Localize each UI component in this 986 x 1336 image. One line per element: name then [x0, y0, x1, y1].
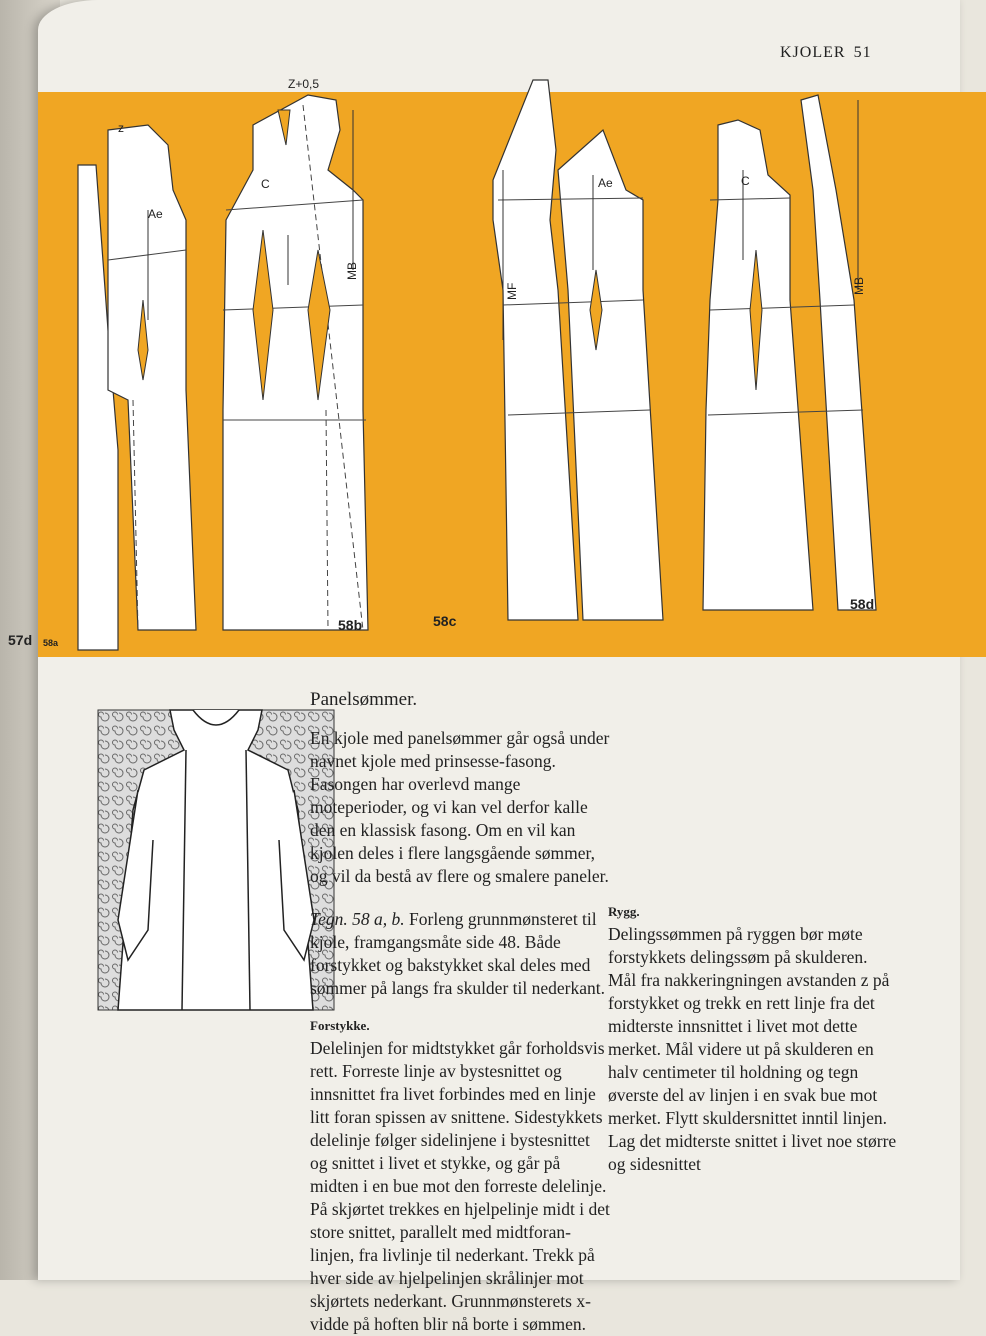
intro-paragraph: En kjole med panelsømmer går også under navnet kjole med prinsesse-fasong. Fasongen har overlevd mange moteperioder, og vi kan vel derfor kalle den en klassisk fasong. Om en vil kan kjolen deles i flere langsgående sømmer, og vil da bestå av flere og smalere paneler. [310, 728, 610, 886]
dress-illustration [98, 710, 334, 1010]
pattern-piece-58b [223, 95, 368, 630]
mark-z: z [118, 121, 124, 135]
rygg-heading: Rygg. [608, 904, 640, 919]
text-column-2 [608, 685, 898, 1176]
mark-c2: C [741, 174, 750, 188]
pattern-drawings [78, 70, 978, 650]
figure-label-small: 58a [43, 638, 59, 648]
pattern-piece-58c-back [493, 80, 578, 620]
mark-mb2: MB [852, 277, 866, 295]
pattern-piece-58a-front [108, 125, 196, 630]
figure-label-58b: 58b [338, 617, 363, 633]
figure-label-58d: 58d [850, 596, 875, 612]
section-heading: Panelsømmer. [310, 689, 418, 710]
mark-mb: MB [345, 262, 359, 280]
figure-ref: Tegn. 58 a, b. [310, 909, 405, 929]
forstykke-heading: Forstykke. [310, 1018, 370, 1033]
mark-c: C [261, 177, 270, 191]
figure-ref-paragraph [310, 908, 610, 1000]
figure-label-58c: 58c [433, 613, 457, 629]
figure-label-57d: 57d [8, 632, 33, 648]
page-number: 51 [853, 44, 872, 61]
text-column-1 [310, 688, 610, 1334]
forstykke-paragraph: Delelinjen for midtstykket går forholdsvis rett. Forreste linje av bystesnittet og innsnittet fra livet forbindes med en linje litt foran spissen av snittene. Sidestykkets delelinje følger sidelinjene i bystesnittet og snittet i livet et stykke, og går på midten i en bue mot den forreste delelinje. På skjørtet trekkes en hjelpelinje midt i det store snittet, parallelt med midtforan-linjen, fra livlinje til nederkant. Trekk på hver side av hjelpelinjen skrålinjer mot skjørtets nederkant. Grunnmønsterets x-vidde på hoften blir nå borte i sømmen. [310, 1038, 610, 1334]
figure-ref-text: Forleng grunnmønsteret til kjole, framgangsmåte side 48. Både forstykket og bakstykket skal deles med sømmer på langs fra skulder til nederkant. [310, 909, 605, 998]
mark-ae: Ae [148, 207, 163, 221]
pattern-piece-58d-side [801, 95, 876, 610]
running-header [780, 44, 872, 62]
mark-ae2: Ae [598, 176, 613, 190]
rygg-paragraph: Delingssømmen på ryggen bør møte forstykkets delingssøm på skulderen. Mål fra nakkeringningen avstanden z på forstykket og trekk en rett linje fra det midterste innsnittet i livet mot dette merket. Mål videre ut på skulderen en halv centimeter til holdning og tegn øverste del av linjen i en svak bue mot merket. Flytt skuldersnittet inntil linjen. Lag det midterste snittet i livet noe større og sidesnittet [608, 924, 897, 1174]
header-title: KJOLER [780, 44, 846, 61]
mark-z05: Z+0,5 [288, 77, 320, 91]
book-page [8, 0, 960, 1334]
mark-mf: MF [505, 282, 519, 300]
